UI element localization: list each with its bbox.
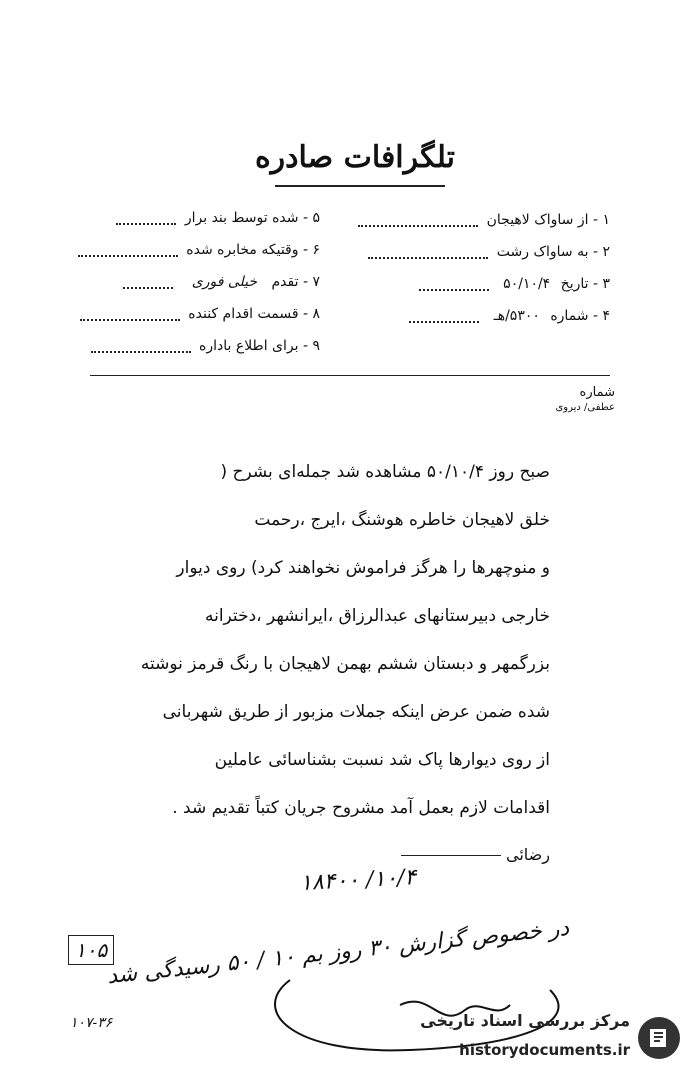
handwritten-date: ۱۸۴۰۰ /۱۰/۴ (299, 864, 417, 897)
document-title: تلگرافات صادره (254, 140, 456, 175)
title-underline (275, 185, 445, 187)
body-line: خلق لاهیجان خاطره هوشنگ ،ایرج ،رحمت (254, 510, 550, 530)
field-to: ۲ - به ساواک رشت (364, 242, 610, 262)
body-line: خارجی دبیرستانهای عبدالرزاق ،ایرانشهر ،دخترانه (204, 606, 550, 626)
body-line: و منوچهرها را هرگز فراموش نخواهند کرد) روی دیوار (176, 558, 550, 578)
archive-name: مرکز بررسی اسناد تاریخی (420, 1011, 630, 1030)
margin-note-top-left: ۱۰۵ (68, 935, 114, 965)
field-priority: ۷ - تقدم خیلی فوری (119, 272, 320, 292)
archive-url: historydocuments.ir (459, 1041, 630, 1059)
signature-name: رضائی (401, 845, 550, 864)
body-line: از روی دیوارها پاک شد نسبت بشناسائی عاملین (214, 750, 550, 770)
margin-note-bottom-left: ۱۰۷-۳۶ (70, 1015, 113, 1031)
field-number: ۴ - شماره ۵۳۰۰/هـ (405, 306, 610, 326)
reference-block (555, 385, 615, 415)
body-line: شده ضمن عرض اینکه جملات مزبور از طریق شهربانی (162, 702, 550, 722)
field-from: ۱ - از ساواک لاهیجان (354, 210, 610, 230)
reference-label: شماره (579, 385, 615, 400)
field-action-dept: ۸ - قسمت اقدام کننده (76, 304, 320, 324)
body-line: بزرگمهر و دبستان ششم بهمن لاهیجان با رنگ قرمز نوشته (140, 654, 550, 674)
field-transmitted-time: ۶ - وقتیکه مخابره شده (74, 240, 320, 260)
field-coded-by: ۵ - شده توسط بند برار (112, 208, 320, 228)
body-line: اقدامات لازم بعمل آمد مشروح جریان کتباً تقدیم شد . (172, 798, 550, 818)
section-divider (90, 375, 610, 376)
field-for-info: ۹ - برای اطلاع باداره (87, 336, 320, 356)
field-date: ۳ - تاریخ ۵۰/۱۰/۴ (415, 274, 610, 294)
archive-watermark (390, 1005, 690, 1075)
handwritten-annotation: در خصوص گزارش ۳۰ روز بم ۱۰ / ۵۰ رسیدگی شد (105, 915, 571, 990)
message-body (80, 448, 550, 832)
reference-sub: عطفی/ دیروی (555, 402, 615, 413)
archive-logo-icon (636, 1015, 682, 1061)
body-line: صبح روز ۵۰/۱۰/۴ مشاهده شد جمله‌ای بشرح ( (220, 462, 550, 482)
